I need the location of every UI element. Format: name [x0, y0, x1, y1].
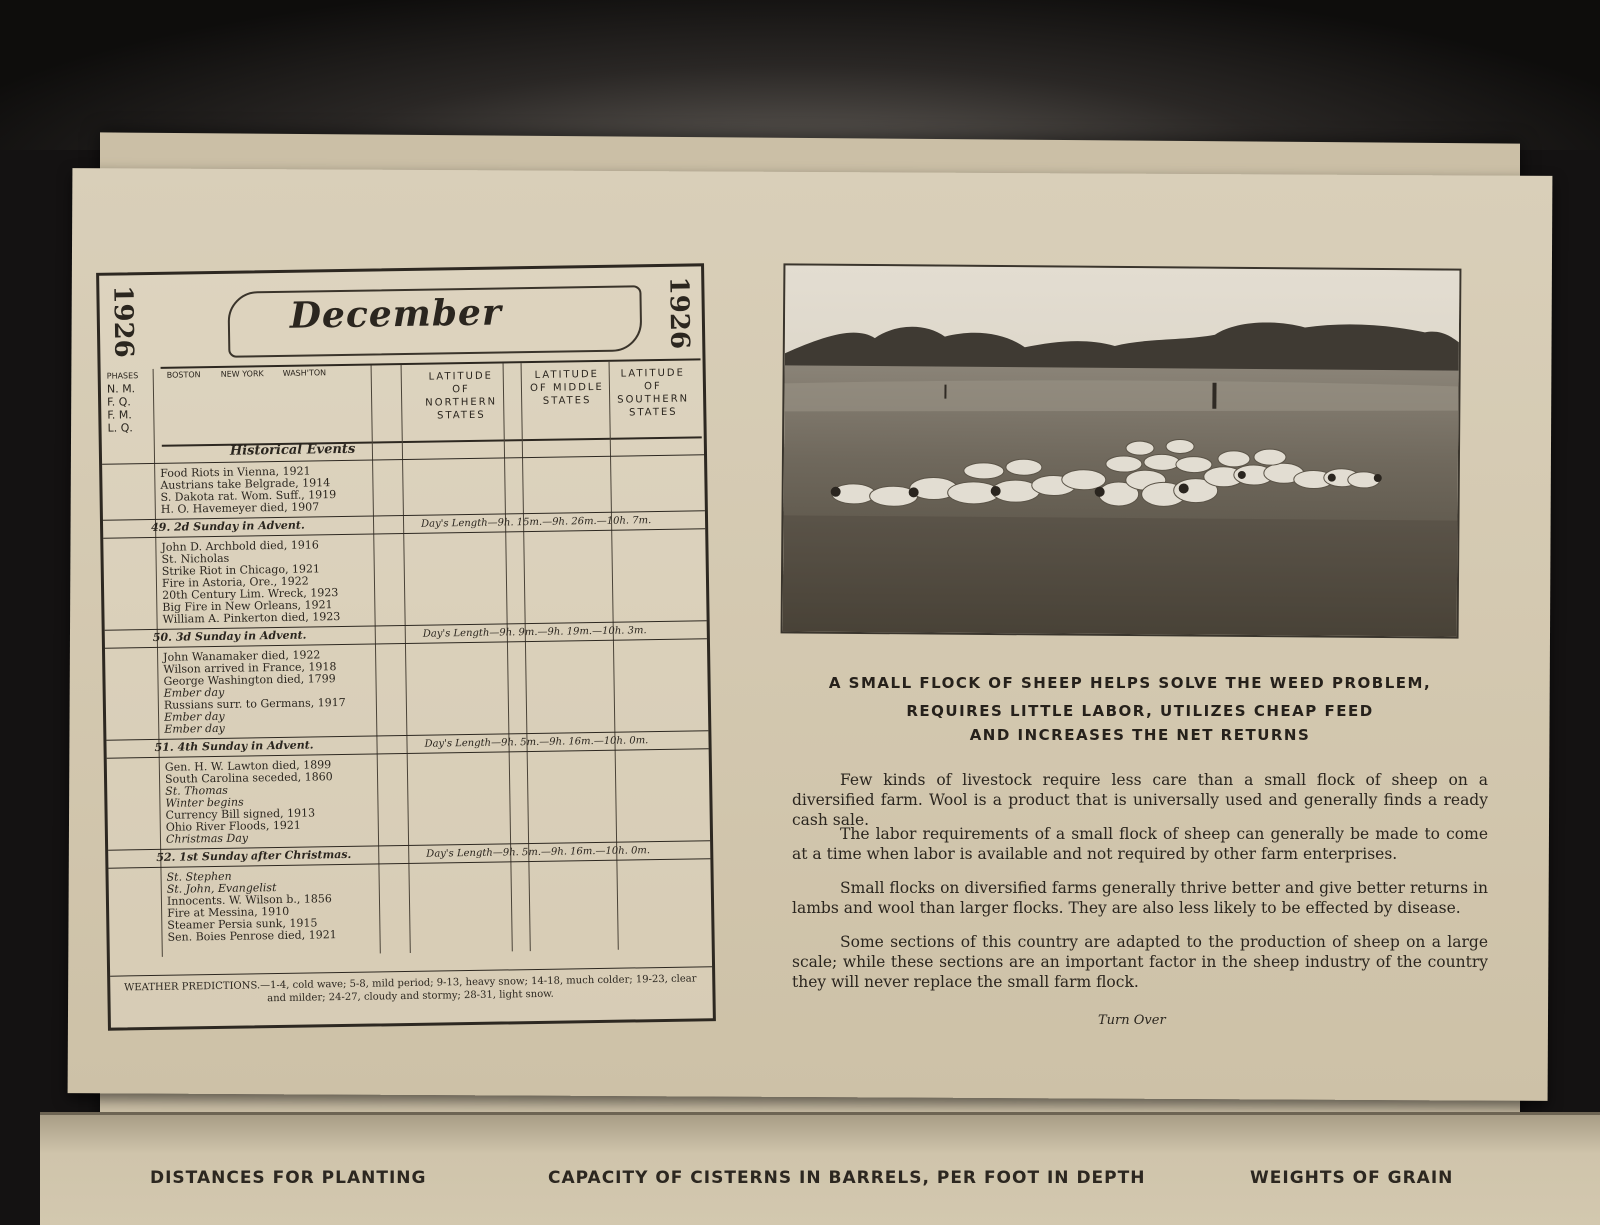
event: Ember day: [163, 685, 225, 700]
day-length: Day's Length—9h. 15m.—9h. 26m.—10h. 7m.: [420, 515, 652, 530]
sunday-heading: 52. 1st Sunday after Christmas.: [156, 847, 352, 864]
event: Wilson arrived in France, 1918: [163, 660, 337, 676]
december-calendar: [96, 263, 716, 1030]
article-paragraph: Some sections of this country are adapted to the production of sheep on a large scale; while these sections are an important factor in the sheep industry of the country they will never replace the small farm flock.: [792, 933, 1488, 991]
event: Russians surr. to Germans, 1917: [163, 695, 346, 712]
newyork-label: NEW YORK: [220, 369, 264, 379]
event: Fire in Astoria, Ore., 1922: [161, 574, 309, 590]
event: John D. Archbold died, 1916: [161, 538, 319, 554]
event: St. Stephen: [166, 869, 232, 884]
dark-background: [0, 0, 1600, 150]
phase-fm: F. M.: [107, 408, 132, 422]
col-divider: [521, 363, 531, 951]
sunday-heading: 51. 4th Sunday in Advent.: [154, 738, 314, 754]
event: South Carolina seceded, 1860: [164, 770, 333, 786]
article-paragraph: The labor requirements of a small flock of sheep can generally be made to come at a time when labor is available and not required by other farm enterprises.: [792, 825, 1488, 863]
weather-predictions: WEATHER PREDICTIONS.—1-4, cold wave; 5-8, mild period; 9-13, heavy snow; 14-18, much colder; 19-23, clear and milder; 24-27, cloudy and stormy; 28-31, light snow.: [123, 973, 697, 1005]
event: H. O. Havemeyer died, 1907: [160, 500, 320, 516]
phase-lq: L. Q.: [107, 421, 133, 435]
col-divider: [609, 362, 619, 950]
day-length: Day's Length—9h. 5m.—9h. 16m.—10h. 0m.: [426, 845, 651, 860]
sunday-heading: 50. 3d Sunday in Advent.: [152, 628, 307, 644]
headline-line-3: AND INCREASES THE NET RETURNS: [969, 726, 1311, 744]
month-title: December: [289, 291, 503, 337]
event: Food Riots in Vienna, 1921: [160, 464, 311, 480]
event: St. John, Evangelist: [166, 881, 277, 896]
event: St. Nicholas: [161, 551, 230, 566]
sheep-photograph: [781, 263, 1462, 638]
event: William A. Pinkerton died, 1923: [162, 610, 341, 626]
historical-events-title: Historical Events: [229, 441, 356, 459]
event: S. Dakota rat. Wom. Suff., 1919: [160, 488, 337, 504]
event: Strike Riot in Chicago, 1921: [161, 562, 321, 578]
article-paragraph: Small flocks on diversified farms generally thrive better and give better returns in lambs and wool than larger flocks. They are also less likely to be effected by disease.: [792, 879, 1488, 917]
lat-middle: LATITUDE OF MIDDLE STATES: [530, 368, 604, 407]
sunday-heading: 49. 2d Sunday in Advent.: [150, 518, 305, 534]
phase-nm: N. M.: [106, 382, 136, 396]
col-divider: [153, 369, 163, 957]
grain-heading: WEIGHTS OF GRAIN: [1250, 1168, 1454, 1188]
phases-label: PHASES: [106, 371, 139, 381]
event: John Wanamaker died, 1922: [163, 648, 321, 664]
event: Steamer Persia sunk, 1915: [167, 916, 318, 932]
day-length: Day's Length—9h. 5m.—9h. 16m.—10h. 0m.: [424, 735, 649, 750]
headline-line-2: REQUIRES LITTLE LABOR, UTILIZES CHEAP FEED: [906, 702, 1374, 720]
cisterns-heading: CAPACITY OF CISTERNS IN BARRELS, PER FOOT IN DEPTH: [548, 1168, 1146, 1188]
event: Winter begins: [165, 795, 244, 810]
boston-label: BOSTON: [166, 370, 201, 380]
day-length: Day's Length—9h. 9m.—9h. 19m.—10h. 3m.: [422, 625, 647, 640]
turn-over-note: Turn Over: [1098, 1013, 1166, 1028]
washington-label: WASH'TON: [282, 368, 327, 378]
col-divider: [371, 366, 381, 954]
phase-fq: F. Q.: [107, 395, 131, 409]
event: 20th Century Lim. Wreck, 1923: [162, 586, 339, 602]
event: Austrians take Belgrade, 1914: [160, 476, 331, 492]
event: Ember day: [163, 709, 225, 724]
moon-phases: [107, 369, 140, 434]
col-divider: [503, 363, 513, 951]
event: Gen. H. W. Lawton died, 1899: [164, 758, 332, 774]
event: Fire at Messina, 1910: [167, 904, 290, 920]
lat-northern: LATITUDE OF NORTHERN STATES: [425, 370, 498, 422]
headline-line-1: A SMALL FLOCK OF SHEEP HELPS SOLVE THE WEED PROBLEM,: [828, 674, 1432, 692]
event: George Washington died, 1799: [163, 672, 336, 688]
year-left: 1926: [107, 285, 139, 359]
event: St. Thomas: [165, 783, 228, 798]
planting-heading: DISTANCES FOR PLANTING: [150, 1168, 427, 1188]
lat-southern: LATITUDE OF SOUTHERN STATES: [617, 367, 690, 419]
event: Sen. Boies Penrose died, 1921: [167, 928, 337, 944]
article-paragraph: Few kinds of livestock require less care than a small flock of sheep on a diversified farm. Wool is a product that is universally used and generally finds a ready cash sale.: [792, 771, 1488, 829]
event: Ohio River Floods, 1921: [165, 818, 301, 834]
col-divider: [401, 365, 411, 953]
sheep-photo-image: [783, 265, 1462, 638]
year-right: 1926: [663, 276, 695, 350]
event: Currency Bill signed, 1913: [165, 806, 316, 822]
event: Ember day: [164, 721, 225, 736]
event: Innocents. W. Wilson b., 1856: [166, 892, 332, 908]
event: Big Fire in New Orleans, 1921: [162, 598, 333, 614]
event: Christmas Day: [165, 831, 249, 846]
